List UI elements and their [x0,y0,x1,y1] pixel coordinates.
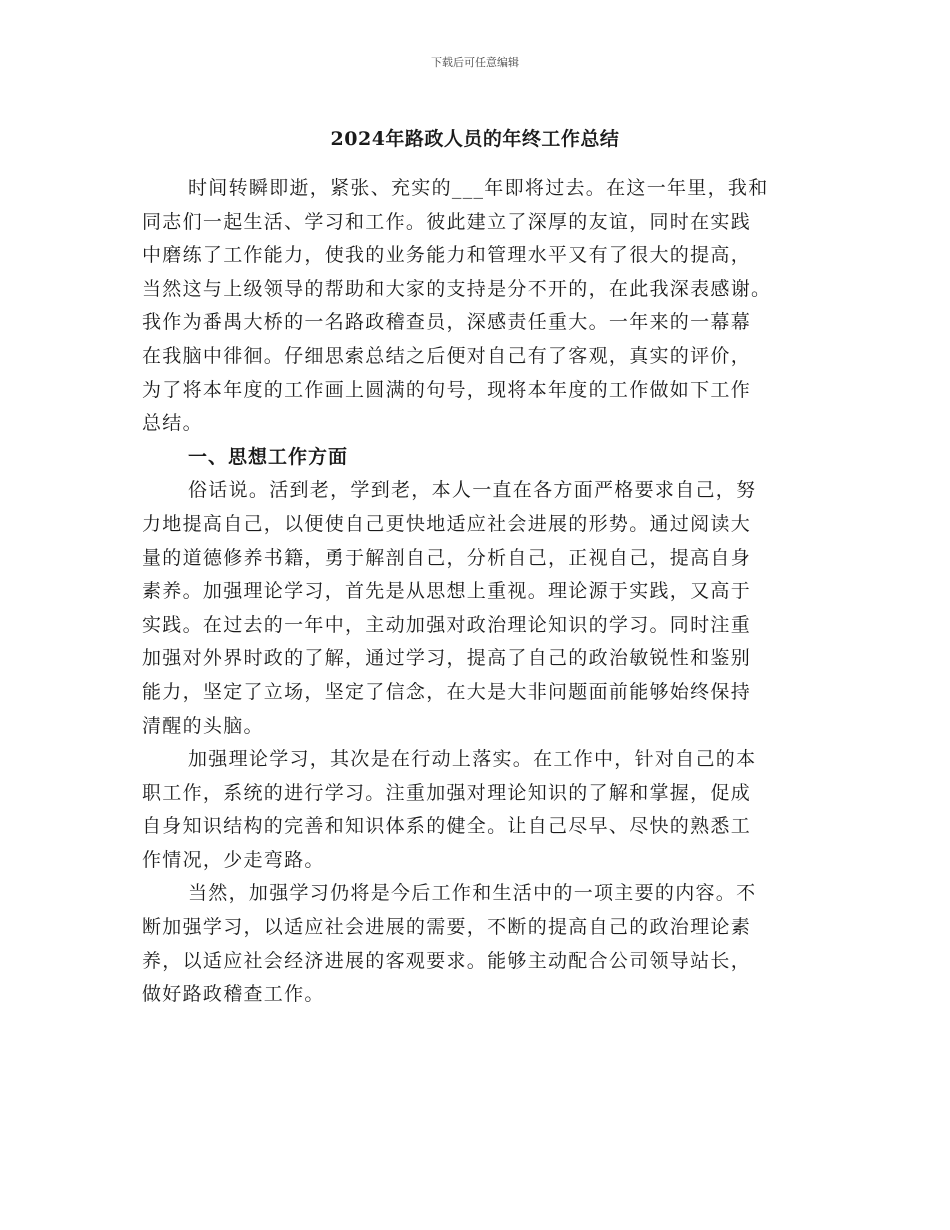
paragraph-line: 时间转瞬即逝，紧张、充实的___年即将过去。在这一年里，我和 [188,177,769,199]
paragraph-line: 量的道德修养书籍，勇于解剖自己，分析自己，正视自己，提高自身 [142,546,752,569]
paragraph-line: 做好路政稽查工作。 [142,983,325,1006]
paragraph-line: 力地提高自己，以便使自己更快地适应社会进展的形势。通过阅读大 [142,512,752,535]
document-title: 2024年路政人员的年终工作总结 [330,128,620,150]
paragraph-line: 中磨练了工作能力，使我的业务能力和管理水平又有了很大的提高， [142,244,752,267]
paragraph-line: 总结。 [142,412,203,435]
paragraph-line: 当然，加强学习仍将是今后工作和生活中的一项主要的内容。不 [188,882,757,905]
paragraph-line: 职工作，系统的进行学习。注重加强对理论知识的了解和掌握，促成 [142,781,752,804]
paragraph-line: 同志们一起生活、学习和工作。彼此建立了深厚的友谊，同时在实践 [142,210,752,233]
paragraph-line: 作情况，少走弯路。 [142,848,325,871]
paragraph-line: 实践。在过去的一年中，主动加强对政治理论知识的学习。同时注重 [142,613,752,636]
paragraph-line: 素养。加强理论学习，首先是从思想上重视。理论源于实践，又高于 [142,580,752,603]
paragraph-line: 当然这与上级领导的帮助和大家的支持是分不开的，在此我深表感谢。 [142,277,772,300]
paragraph-line: 加强对外界时政的了解，通过学习，提高了自己的政治敏锐性和鉴别 [142,647,752,670]
paragraph-line: 清醒的头脑。 [142,714,264,737]
paragraph-line: 自身知识结构的完善和知识体系的健全。让自己尽早、尽快的熟悉工 [142,815,752,838]
paragraph-line: 养，以适应社会经济进展的客观要求。能够主动配合公司领导站长， [142,949,752,972]
paragraph-line: 我作为番禺大桥的一名路政稽查员，深感责任重大。一年来的一幕幕 [142,311,752,334]
section-heading: 一、思想工作方面 [188,445,349,468]
paragraph-line: 加强理论学习，其次是在行动上落实。在工作中，针对自己的本 [188,748,757,771]
paragraph-line: 俗话说。活到老，学到老，本人一直在各方面严格要求自己，努 [188,479,757,502]
paragraph-line: 断加强学习，以适应社会进展的需要，不断的提高自己的政治理论素 [142,916,752,939]
document-body [142,172,822,1012]
paragraph-line: 为了将本年度的工作画上圆满的句号，现将本年度的工作做如下工作 [142,378,752,401]
header-note: 下载后可任意编辑 [431,56,519,69]
paragraph-line: 在我脑中徘徊。仔细思索总结之后便对自己有了客观，真实的评价， [142,344,752,367]
paragraph-line: 能力，坚定了立场，坚定了信念，在大是大非问题面前能够始终保持 [142,680,752,703]
